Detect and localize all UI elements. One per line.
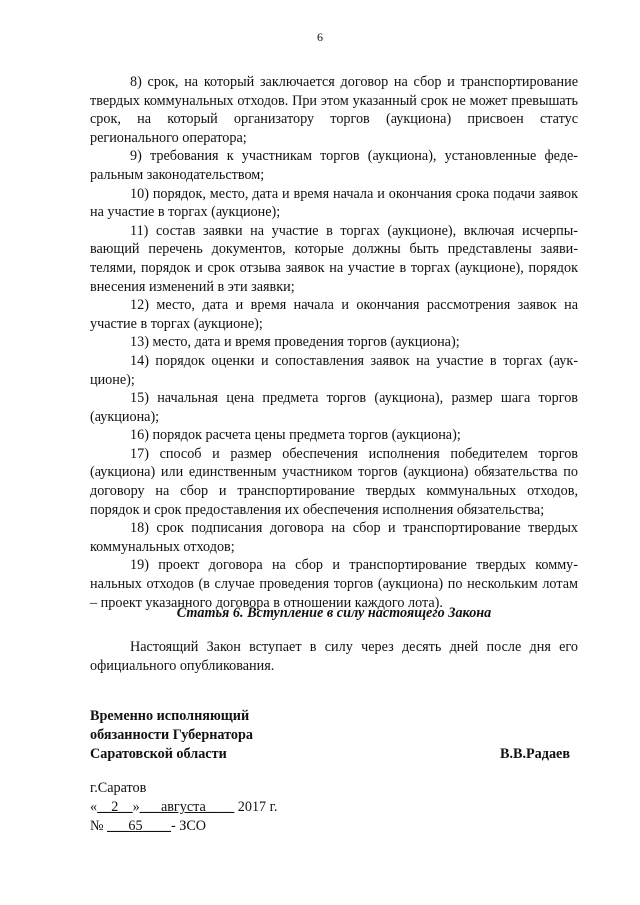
number-value: ___65____ — [107, 818, 171, 834]
signatory-name: В.В.Радаев — [500, 746, 571, 762]
closing-paragraph — [90, 638, 578, 675]
issue-date — [90, 798, 277, 817]
signatory-line-3: Саратовской области — [90, 746, 227, 762]
place: г.Саратов — [90, 780, 147, 796]
list-item: 17) способ и размер обеспечения исполнения победителем торгов (аукциона) или единственным участником торгов (аукциона) обязательства по договору на сбор и транспортирование твердых коммунальных отходов, порядок и срок предоставления их обеспечения исполнения обязательства; — [90, 445, 578, 518]
list-item: 16) порядок расчета цены предмета торгов (аукциона); — [130, 427, 461, 444]
law-number — [90, 817, 277, 836]
list-item: 11) состав заявки на участие в торгах (аукционе), включая исчерпывающий перечень документов, которые должны быть представлены заявителями, порядок и срок отзыва заявок на участие в торгах (аукционе), порядок внесения изменений в эти заявки; — [90, 222, 578, 295]
article-title: Статья 6. Вступление в силу настоящего Закона — [176, 605, 492, 621]
date-month: ___августа____ — [139, 799, 235, 815]
list-item: 14) порядок оценки и сопоставления заявок на участие в торгах (аукционе); — [90, 352, 578, 388]
date-open-quote: « — [90, 799, 98, 815]
number-prefix: № — [90, 818, 108, 834]
date-close-quote: » — [132, 799, 140, 815]
issue-details — [90, 779, 277, 836]
signatory-line-1: Временно исполняющий — [90, 708, 250, 724]
list-item: 13) место, дата и время проведения торгов (аукциона); — [130, 334, 460, 351]
list-item: 10) порядок, место, дата и время начала и окончания срока подачи заявок на участие в торгах (аукционе); — [90, 185, 578, 221]
requirements-list — [90, 73, 578, 612]
date-day: __2__ — [97, 799, 133, 815]
list-item: 18) срок подписания договора на сбор и транспортирование твердых коммунальных отходов; — [90, 520, 578, 555]
list-item: 12) место, дата и время начала и окончания рассмотрения заявок на участие в торгах (аукционе); — [90, 297, 578, 332]
signatory-title — [90, 707, 253, 764]
list-item: 19) проект договора на сбор и транспортирование твердых коммунальных отходов (в случае проведения торгов (аукциона) по нескольким лотам – проект указанного договора в отношении каждого лота). — [90, 557, 578, 611]
signatory-line-2: обязанности Губернатора — [90, 727, 253, 743]
list-item: 9) требования к участникам торгов (аукциона), установленные федеральным законодательством; — [90, 148, 578, 183]
closing-text: Настоящий Закон вступает в силу через десять дней после дня его официального опубликования. — [90, 639, 578, 674]
list-item: 8) срок, на который заключается договор на сбор и транспортирование твердых коммунальных отходов. При этом указанный срок не может превышать срок, на который организатору торгов (аукциона) присвоен статус регионального оператора; — [90, 74, 578, 146]
date-year: 2017 г. — [234, 799, 278, 815]
list-item: 15) начальная цена предмета торгов (аукциона), размер шага торгов (аукциона); — [90, 390, 578, 425]
number-suffix: - ЗСО — [170, 818, 207, 834]
page-number: 6 — [317, 30, 323, 44]
